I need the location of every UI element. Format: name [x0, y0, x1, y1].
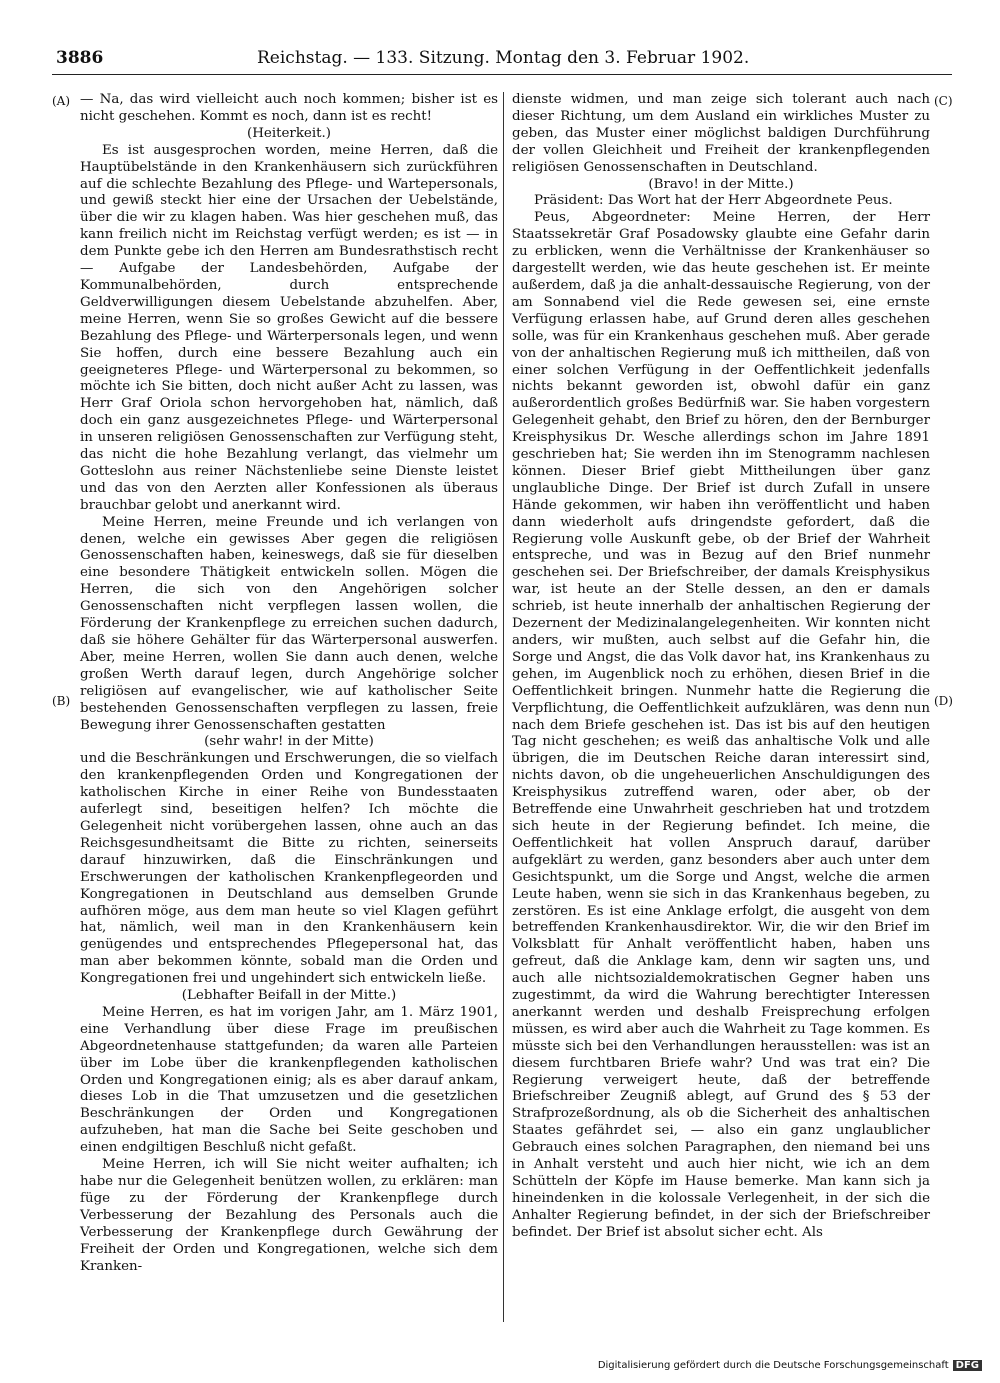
column-divider: [503, 92, 504, 1322]
page-header: [52, 46, 952, 75]
left-column: [80, 92, 498, 1275]
stage-direction: (Bravo! in der Mitte.): [648, 176, 794, 192]
speaker-line: Präsident: Das Wort hat der Herr Abgeordnete Peus.: [534, 193, 893, 209]
paragraph: Es ist ausgesprochen worden, meine Herren, daß die Hauptübelstände in den Krankenhäusern sich zurückführen auf die schlechte Bezahlung des Pflege- und Wartepersonals, und gewiß steckt hier eine der Ursachen der Uebelstände, über die wir zu klagen haben. Was hier geschehen muß, das kann freilich nicht im Reichstag verfügt werden; es ist — in dem Punkte gebe ich den Herren am Bundesrathstisch recht — Aufgabe der Landesbehörden, Aufgabe der Kommunalbehörden, durch entsprechende Geldverwilligungen diesem Uebelstande abzuhelfen. Aber, meine Herren, wenn Sie so großes Gewicht auf die bessere Bezahlung des Pflege- und Wärterpersonals legen, und wenn Sie hoffen, durch eine bessere Bezahlung auch ein geeigneteres Pflege- und Wärterpersonal zu bekommen, so möchte ich Sie bitten, doch nicht außer Acht zu lassen, was Herr Graf Oriola schon hervorgehoben hat, nämlich, daß doch ein ganz ausgezeichnetes Pflege- und Wärterpersonal in unseren religiösen Genossenschaften zur Verfügung steht, das nicht die hohe Bezahlung verlangt, das vielmehr um Gotteslohn aus reiner Nächstenliebe seine Dienste leistet und das von den Aerzten aller Konfessionen als überaus brauchbar gelobt und anerkannt wird.: [80, 142, 498, 513]
margin-marker-b: (B): [52, 694, 71, 708]
paragraph: und die Beschränkungen und Erschwerungen, die so vielfach den krankenpflegenden Orden und Kongregationen der katholischen Kirche in einer Reihe von Bundesstaaten auferlegt sind, beseitigen helfen? Ich möchte die Gelegenheit nicht vorübergehen lassen, ohne auch an das Reichsgesundheitsamt die Bitte zu richten, seinerseits darauf hinzuwirken, daß die Einschränkungen und Erschwerungen der katholischen Krankenpflegeorden und Kongregationen in Deutschland aus demselben Grunde aufhören möge, aus dem man heute so viel Klagen geführt hat, nämlich, weil man in den Krankenhäusern kein genügendes und entsprechendes Pflegepersonal hat, das man aber bekommen könnte, sobald man die Orden und Kongregationen frei und ungehindert sich entwickeln ließe.: [80, 751, 498, 987]
stage-direction: (Lebhafter Beifall in der Mitte.): [181, 988, 397, 1004]
running-title: Reichstag. — 133. Sitzung. Montag den 3. Februar 1902.: [257, 48, 750, 68]
footer: [598, 1360, 982, 1371]
paragraph: — Na, das wird vielleicht auch noch kommen; bisher ist es nicht geschehen. Kommt es noch, dann ist es recht!: [80, 92, 498, 124]
right-column: [512, 92, 930, 1242]
paragraph: Peus, Abgeordneter: Meine Herren, der Herr Staatssekretär Graf Posadowsky glaubte eine Gefahr darin zu erblicken, wenn die Verhältnisse der Krankenhäuser so dargestellt werden, wie das heute geschehen ist. Er meinte außerdem, daß ja die anhalt-dessauische Regierung, von der am Sonnabend viel die Rede gewesen sei, eine ernste Verfügung erlassen habe, auf Grund deren alles geschehen solle, was für ein Krankenhaus geschehen muß. Aber gerade von der anhaltischen Regierung muß ich mittheilen, daß von einer solchen Verfügung in der Oeffentlichkeit jedenfalls nichts bekannt geworden ist, obwohl dafür ein ganz außerordentlich großes Bedürfniß war. Sie haben vorgestern Gelegenheit gehabt, den Brief zu hören, den der Bernburger Kreisphysikus Dr. Wesche allerdings schon im Jahre 1891 geschrieben hat; Sie werden ihn im Stenogramm nachlesen können. Dieser Brief giebt Mittheilungen über ganz unglaubliche Dinge. Der Brief ist durch Zufall in unsere Hände gekommen, wir haben ihn veröffentlicht und haben dann wiederholt aufs dringendste gefordert, daß die Regierung volle Auskunft gebe, ob der Brief der Wahrheit entspreche, und was in Bezug auf den Brief nunmehr geschehen sei. Der Briefschreiber, der damals Kreisphysikus war, ist heute an der Stelle dessen, an den er damals schrieb, ist heute innerhalb der anhaltischen Regierung der Dezernent der Medizinalangelegenheiten. Wir konnten nicht anders, wir mußten, auch selbst auf die Gefahr hin, die Sorge und Angst, die das Volk davor hat, ins Krankenhaus zu gehen, im Augenblick noch zu erhöhen, diesen Brief in die Oeffentlichkeit bringen. Nunmehr hatte die Regierung die Verpflichtung, die Oeffentlichkeit aufzuklären, was denn nun nach dem Briefe geschehen ist. Das ist bis auf den heutigen Tag nicht geschehen; es weiß das anhaltische Volk und alle übrigen, die im Deutschen Reiche daran interessirt sind, nichts davon, ob die ungeheuerlichen Anschuldigungen des Kreisphysikus zutreffend waren, oder aber, ob der Betreffende eine Unwahrheit geschrieben hat und trotzdem sich heute in der Regierung befindet. Ich meine, die Oeffentlichkeit hat vollen Anspruch darauf, darüber aufgeklärt zu werden, ganz besonders aber auch unter dem Gesichtspunkt, um die Sorge und Angst, welche die armen Leute haben, wenn sie sich in das Krankenhaus begeben, zu zerstören. Es ist eine Anklage erfolgt, die ausgeht von dem betreffenden Krankenhausdirektor. Wir, die wir den Brief im Volksblatt für Anhalt veröffentlicht haben, haben uns gefreut, daß die Anklage kam, denn wir sagten uns, und auch alle nichtsozialdemokratischen Gegner haben uns zugestimmt, da wird die Wahrung berechtigter Interessen anerkannt werden und deshalb Freisprechung erfolgen müssen, es wird aber auch die Wahrheit zu Tage kommen. Es müsste sich bei den Verhandlungen herausstellen: was ist an diesem furchtbaren Briefe wahr? Und was trat ein? Die Regierung verweigert heute, daß der betreffende Briefschreiber Zeugniß ablegt, auf Grund des § 53 der Strafprozeßordnung, als ob die Sicherheit des anhaltischen Staates gefährdet sei, — also ein ganz unglaublicher Gebrauch eines solchen Paragraphen, den niemand bei uns in Anhalt versteht und auch hier nicht, wie ich an dem Schütteln der Köpfe im Hause bemerke. Man kann sich ja hineindenken in die kolossale Verlegenheit, in der sich die Anhalter Regierung befindet, in der sich der Briefschreiber befindet. Der Brief ist absolut sicher echt. Als: [512, 210, 930, 1240]
stage-direction: (Heiterkeit.): [247, 125, 331, 141]
dfg-logo: DFG: [953, 1360, 982, 1371]
paragraph: dienste widmen, und man zeige sich tolerant auch nach dieser Richtung, um dem Ausland ein wirkliches Muster zu geben, das Muster einer möglichst baldigen Durchführung der vollen Gleichheit und Freiheit der krankenpflegenden religiösen Genossenschaften in Deutschland.: [512, 92, 930, 175]
paragraph: Meine Herren, es hat im vorigen Jahr, am 1. März 1901, eine Verhandlung über diese Frage im preußischen Abgeordnetenhause stattgefunden; da waren alle Parteien über im Lobe über die krankenpflegenden katholischen Orden und Kongregationen einig; als es aber darauf ankam, dieses Lob in die That umzusetzen und die gesetzlichen Beschränkungen der Orden und Kongregationen aufzuheben, hat man die Sache bei Seite geschoben und einen endgiltigen Beschluß nicht gefaßt.: [80, 1004, 498, 1156]
margin-marker-d: (D): [934, 694, 953, 708]
paragraph: Meine Herren, meine Freunde und ich verlangen von denen, welche ein gewisses Aber gegen die religiösen Genossenschaften haben, keineswegs, daß sie für dieselben eine besondere Thätigkeit entwickeln sollen. Mögen die Herren, die sich von den Angehörigen solcher Genossenschaften nicht verpflegen lassen wollen, die Förderung der Krankenpflege zu erreichen suchen dadurch, daß sie höhere Gehälter für das Wärterpersonal auswerfen. Aber, meine Herren, wollen Sie dann auch denen, welche großen Werth darauf legen, durch Angehörige solcher religiösen auf evangelischer, wie auf katholischer Seite bestehenden Genossenschaften verpflegen zu lassen, freie Bewegung ihrer Genossenschaften gestatten: [80, 514, 498, 733]
paragraph: Meine Herren, ich will Sie nicht weiter aufhalten; ich habe nur die Gelegenheit benützen wollen, zu erklären: man füge zu der Förderung der Krankenpflege durch Verbesserung der Bezahlung des Personals auch die Verbesserung der Krankenpflege durch Gewährung der Freiheit der Orden und Kongregationen, welche sich dem Kranken-: [80, 1157, 498, 1274]
footer-text: Digitalisierung gefördert durch die Deutsche Forschungsgemeinschaft: [597, 1360, 949, 1371]
margin-marker-a: (A): [52, 94, 71, 108]
stage-direction: (sehr wahr! in der Mitte): [204, 734, 374, 750]
margin-marker-c: (C): [934, 94, 953, 108]
page-number: 3886: [56, 48, 104, 68]
